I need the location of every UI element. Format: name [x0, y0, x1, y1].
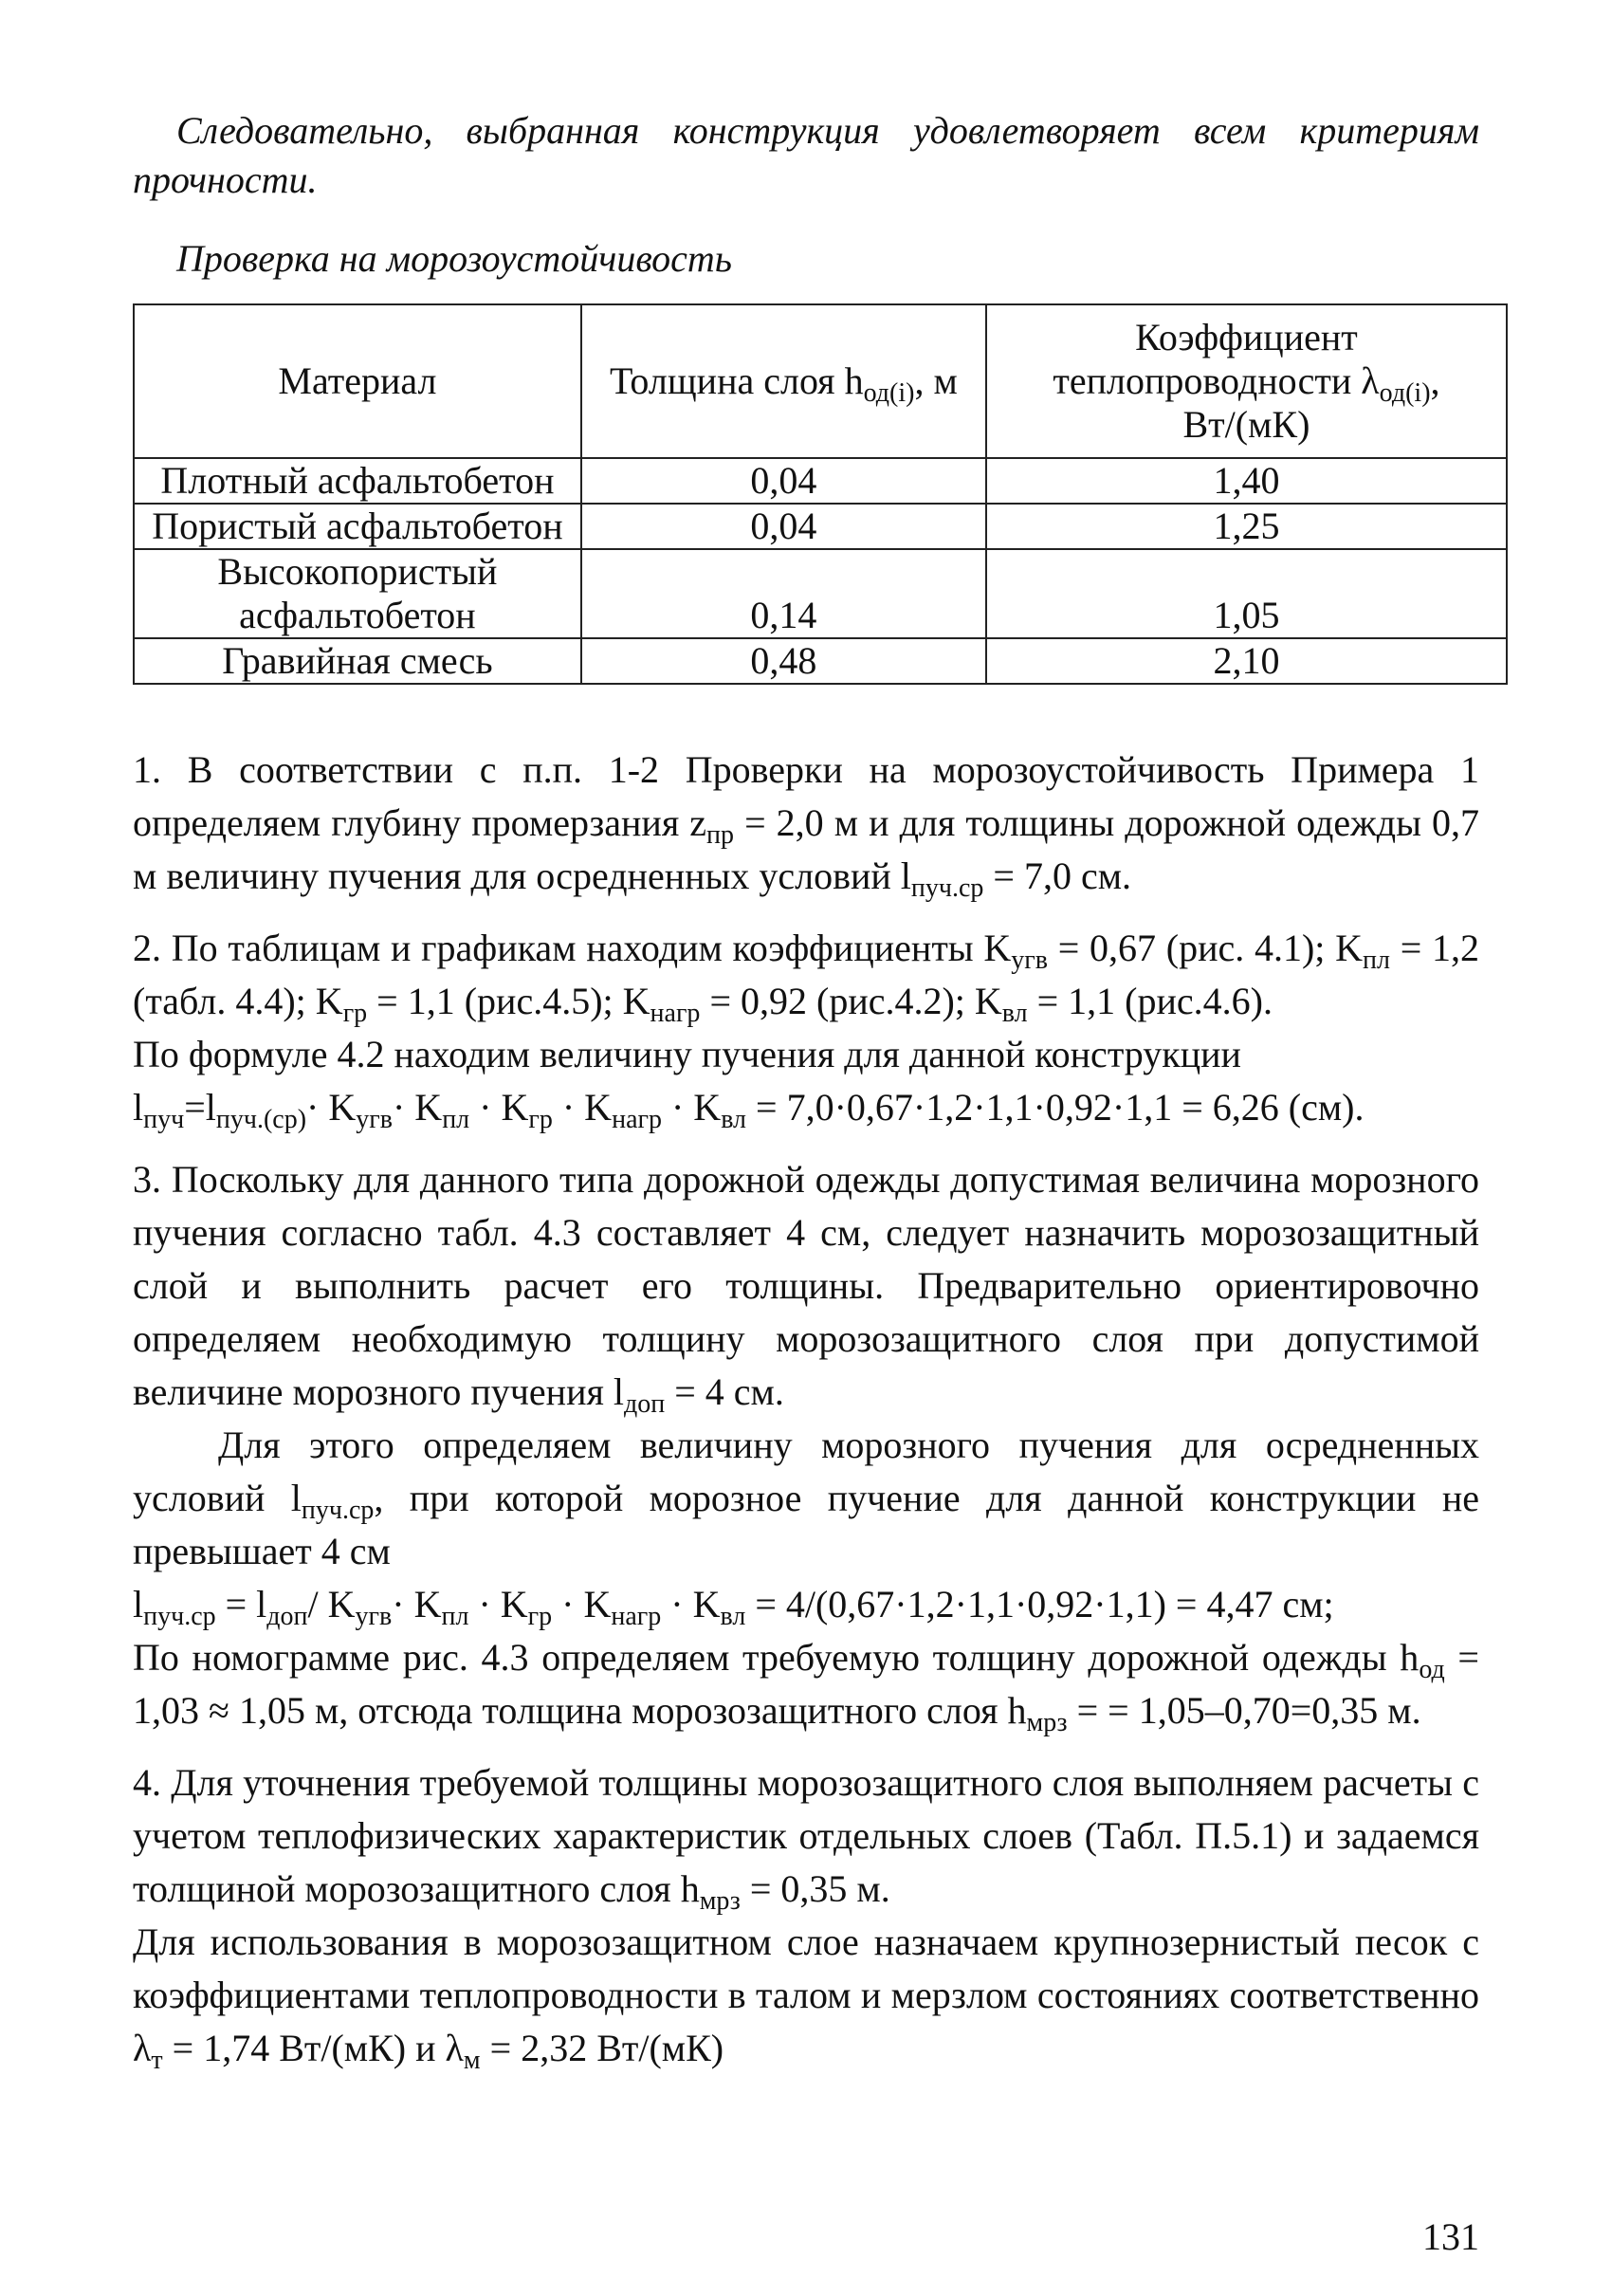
formula-heave: $l_{пуч}=l_{пуч.(ср)}\cdot K_{угв}\cdot K_{пл} \cdot K_{гр} \cdot K_{нагр} \cdot K_{вл} = 7,0\cdot 0,67\cdot 1,2\cdot 1,1\cdot 0,92\cdot 1,1 = 6,26$ (см).	[133, 1086, 1365, 1134]
table-row	[134, 504, 1507, 549]
conclusion-text: Следовательно, выбранная конструкция удовлетворяет всем критериям прочности.	[133, 109, 1479, 201]
paragraph-3d: По номограмме рис. 4.3 определяем требуемую толщину дорожной одежды $h_{од} = 1,03 \approx 1,05$ м, отсюда толщина морозозащитного слоя $h_{мрз}$ = = 1,05–0,70=0,35 м.	[133, 1636, 1479, 1737]
cell-thickness: 0,14	[581, 549, 986, 638]
header-material: Материал	[134, 304, 581, 458]
cell-coefficient: 1,25	[986, 504, 1507, 549]
page-number: 131	[1422, 2215, 1479, 2258]
paragraph-4: 4. Для уточнения требуемой толщины морозозащитного слоя выполняем расчеты с учетом теплофизических характеристик отдельных слоев (Табл. П.5.1) и задаемся толщиной морозозащитного слоя $h_{мрз} = 0,35$ м.	[133, 1761, 1479, 1916]
cell-thickness: 0,04	[581, 504, 986, 549]
document-page	[133, 106, 1479, 2075]
cell-material: Плотный асфальтобетон	[134, 458, 581, 504]
paragraph-3b: Для этого определяем величину морозного пучения для осредненных условий $l_{пуч.ср}$, при которой морозное пучение для данной конструкции не превышает 4 см	[133, 1424, 1479, 1572]
table-row	[134, 638, 1507, 684]
table-header-row	[134, 304, 1507, 458]
table-row	[134, 549, 1507, 638]
cell-thickness: 0,04	[581, 458, 986, 504]
formula-intro: По формуле 4.2 находим величину пучения для данной конструкции	[133, 1033, 1241, 1075]
cell-material: Высокопористый асфальтобетон	[134, 549, 581, 638]
header-thickness: Толщина слоя $h_{од(i)}$, м	[581, 304, 986, 458]
cell-coefficient: 1,05	[986, 549, 1507, 638]
cell-material: Гравийная смесь	[134, 638, 581, 684]
table-row	[134, 458, 1507, 504]
cell-coefficient: 2,10	[986, 638, 1507, 684]
materials-table	[133, 303, 1508, 685]
paragraph-1: 1. В соответствии с п.п. 1-2 Проверки на морозоустойчивость Примера 1 определяем глубину промерзания $z_{пр} = 2,0$ м и для толщины дорожной одежды 0,7 м величину пучения для осредненных условий $l_{пуч.ср} = 7,0$ см.	[133, 748, 1480, 903]
paragraph-3: 3. Поскольку для данного типа дорожной одежды допустимая величина морозного пучения согласно табл. 4.3 составляет 4 см, следует назначить морозозащитный слой и выполнить расчет его толщины. Предварительно ориентировочно определяем необходимую толщину морозозащитного слоя при допустимой величине морозного пучения $l_{доп} = 4$ см.	[133, 1158, 1479, 1419]
paragraph-4b: Для использования в морозозащитном слое назначаем крупнозернистый песок с коэффициентами теплопроводности в талом и мерзлом состояниях соответственно $\lambda_т = 1,74$ Вт/(мК) и $\lambda_м = 2,32$ Вт/(мК)	[133, 1920, 1479, 2075]
cell-material: Пористый асфальтобетон	[134, 504, 581, 549]
paragraph-2: 2. По таблицам и графикам находим коэффициенты $K_{угв} = 0,67$ (рис. 4.1); $K_{пл} = 1,2$ (табл. 4.4); $K_{гр} = 1,1$ (рис.4.5); $K_{нагр} = 0,92$ (рис.4.2); $K_{вл} = 1,1$ (рис.4.6).	[133, 927, 1479, 1028]
cell-thickness: 0,48	[581, 638, 986, 684]
header-coefficient: Коэффициент теплопроводности $\lambda_{од(i)}$, Вт/(мК)	[986, 304, 1507, 458]
section-title: Проверка на морозоустойчивость	[176, 237, 732, 280]
formula-average-heave: $l_{пуч.ср} = l_{доп}/$ $K_{угв}\cdot K_{пл} \cdot K_{гр} \cdot K_{нагр} \cdot K_{вл} = 4/(0,67\cdot 1,2\cdot 1,1\cdot 0,92\cdot 1,1) = 4,47$ см;	[133, 1583, 1334, 1631]
cell-coefficient: 1,40	[986, 458, 1507, 504]
